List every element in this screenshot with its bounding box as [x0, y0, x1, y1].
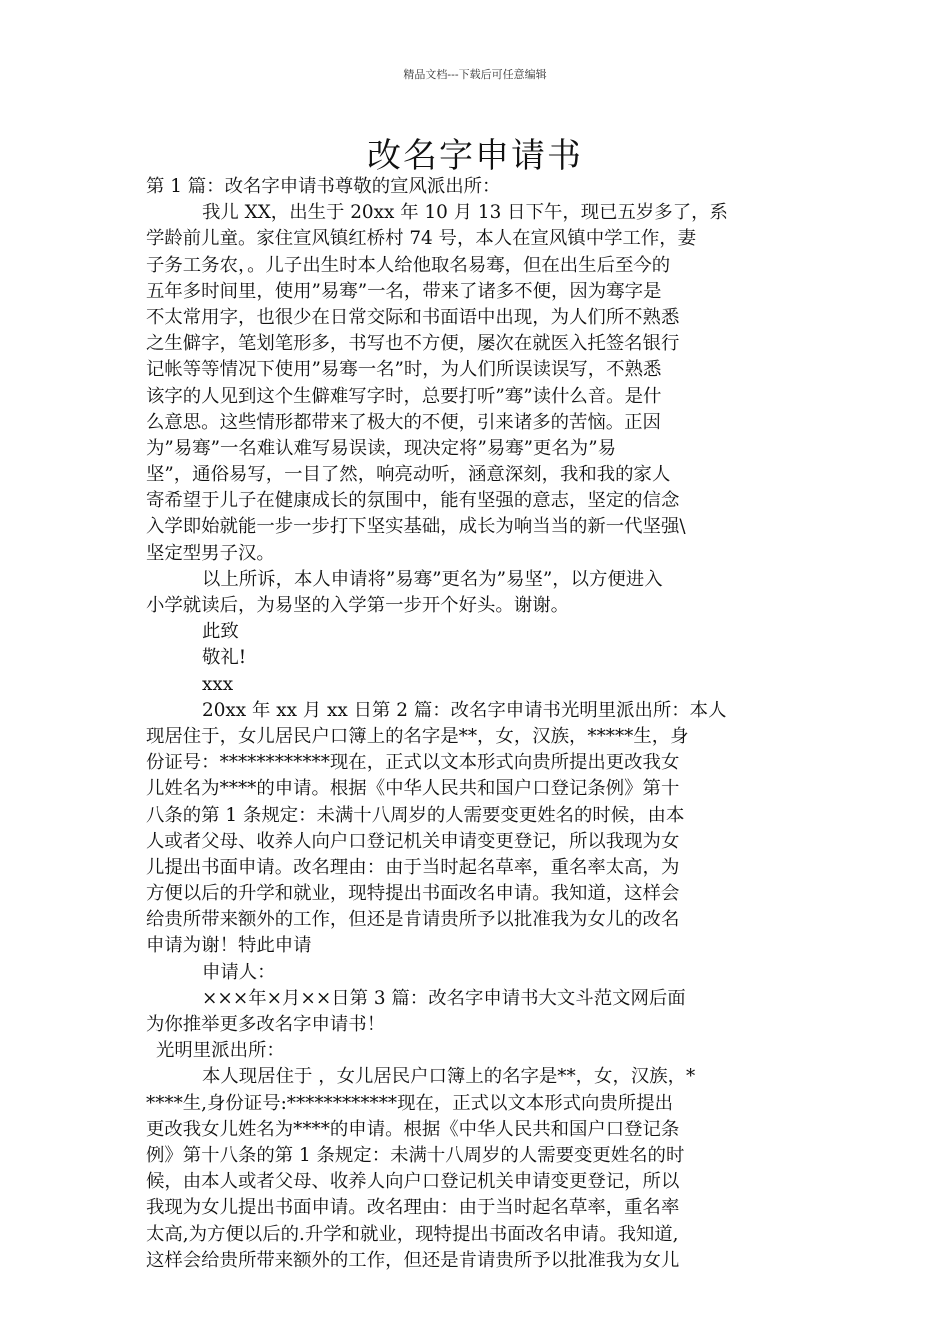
body-line: 申请人：	[202, 961, 276, 983]
body-line: 之生僻字，笔划笔形多，书写也不方便，屡次在就医入托签名银行	[146, 333, 680, 355]
body-line: 申请为谢！特此申请	[146, 935, 312, 957]
body-line: ×××年×月××日第 3 篇：改名字申请书大文斗范文网后面	[202, 987, 686, 1009]
body-line: 我现为女儿提出书面申请。改名理由：由于当时起名草率，重名率	[146, 1197, 680, 1219]
body-line: xxx	[202, 673, 234, 695]
body-line: 光明里派出所：	[156, 1040, 285, 1062]
body-line: 候，由本人或者父母、收养人向户口登记机关申请变更登记，所以	[146, 1171, 680, 1193]
body-line: 寄希望于儿子在健康成长的氛围中，能有坚强的意志，坚定的信念	[146, 490, 680, 512]
body-line: 我儿 XX，出生于 20xx 年 10 月 13 日下午，现已五岁多了，系	[202, 202, 728, 224]
body-line: 方便以后的升学和就业，现特提出书面改名申请。我知道，这样会	[146, 883, 680, 905]
document-title: 改名字申请书	[367, 136, 583, 176]
document-body	[146, 174, 812, 1274]
body-line: 20xx 年 xx 月 xx 日第 2 篇：改名字申请书光明里派出所：本人	[202, 699, 727, 721]
body-line: 为你推举更多改名字申请书！	[146, 1014, 386, 1035]
body-line: ****生,身份证号:************现在，正式以文本形式向贵所提出	[146, 1092, 673, 1114]
body-line: 太高,为方便以后的.升学和就业，现特提出书面改名申请。我知道,	[146, 1223, 679, 1245]
body-line: 子务工务农，。儿子出生时本人给他取名易骞，但在出生后至今的	[146, 254, 671, 276]
body-line: 记帐等等情况下使用”易骞一名”时，为人们所误读误写，不熟悉	[146, 359, 662, 381]
body-line: 不太常用字，也很少在日常交际和书面语中出现，为人们所不熟悉	[146, 306, 680, 328]
body-line: 么意思。这些情形都带来了极大的不便，引来诸多的苦恼。正因	[146, 411, 661, 433]
body-line: 给贵所带来额外的工作，但还是肯请贵所予以批准我为女儿的改名	[146, 909, 680, 931]
body-line: 坚”，通俗易写，一目了然，响亮动听，涵意深刻，我和我的家人	[146, 464, 671, 486]
body-line: 以上所诉，本人申请将”易骞”更名为”易坚”，以方便进入	[202, 568, 663, 590]
body-line: 儿姓名为****的申请。根据《中华人民共和国户口登记条例》第十	[146, 778, 680, 800]
body-line: 这样会给贵所带来额外的工作，但还是肯请贵所予以批准我为女儿	[146, 1249, 680, 1271]
body-line: 八条的第 1 条规定：未满十八周岁的人需要变更姓名的时候，由本	[146, 804, 685, 826]
body-line: 入学即始就能一步一步打下坚实基础，成长为响当当的新一代坚强\	[146, 516, 686, 538]
body-line: 坚定型男子汉。	[146, 542, 275, 564]
body-line: 小学就读后，为易坚的入学第一步开个好头。谢谢。	[146, 595, 569, 616]
body-line: 敬礼!	[202, 647, 247, 669]
body-line: 为”易骞”一名难认难写易误读，现决定将”易骞”更名为”易	[146, 437, 616, 459]
body-line: 该字的人见到这个生僻难写字时，总要打听”骞”读什么音。是什	[146, 385, 662, 407]
body-line: 更改我女儿姓名为****的申请。根据《中华人民共和国户口登记条	[146, 1118, 680, 1140]
body-line: 份证号：************现在，正式以文本形式向贵所提出更改我女	[146, 752, 680, 774]
body-line: 例》第十八条的第 1 条规定：未满十八周岁的人需要变更姓名的时	[146, 1144, 685, 1166]
body-line: 学龄前儿童。家住宣风镇红桥村 74 号，本人在宣风镇中学工作，妻	[146, 228, 697, 250]
body-line: 此致	[202, 621, 239, 643]
page-header-note: 精品文档---下载后可任意编辑	[403, 68, 547, 81]
body-line: 现居住于，女儿居民户口簿上的名字是**，女，汉族，*****生，身	[146, 725, 689, 747]
body-line: 本人现居住于 ，女儿居民户口簿上的名字是**，女，汉族，*	[202, 1066, 696, 1088]
body-line: 儿提出书面申请。改名理由：由于当时起名草率，重名率太高，为	[146, 856, 680, 878]
body-line: 人或者父母、收养人向户口登记机关申请变更登记，所以我现为女	[146, 830, 680, 852]
body-line: 五年多时间里，使用”易骞”一名，带来了诸多不便，因为骞字是	[146, 280, 662, 302]
body-line: 第 1 篇：改名字申请书尊敬的宣风派出所：	[146, 176, 501, 197]
